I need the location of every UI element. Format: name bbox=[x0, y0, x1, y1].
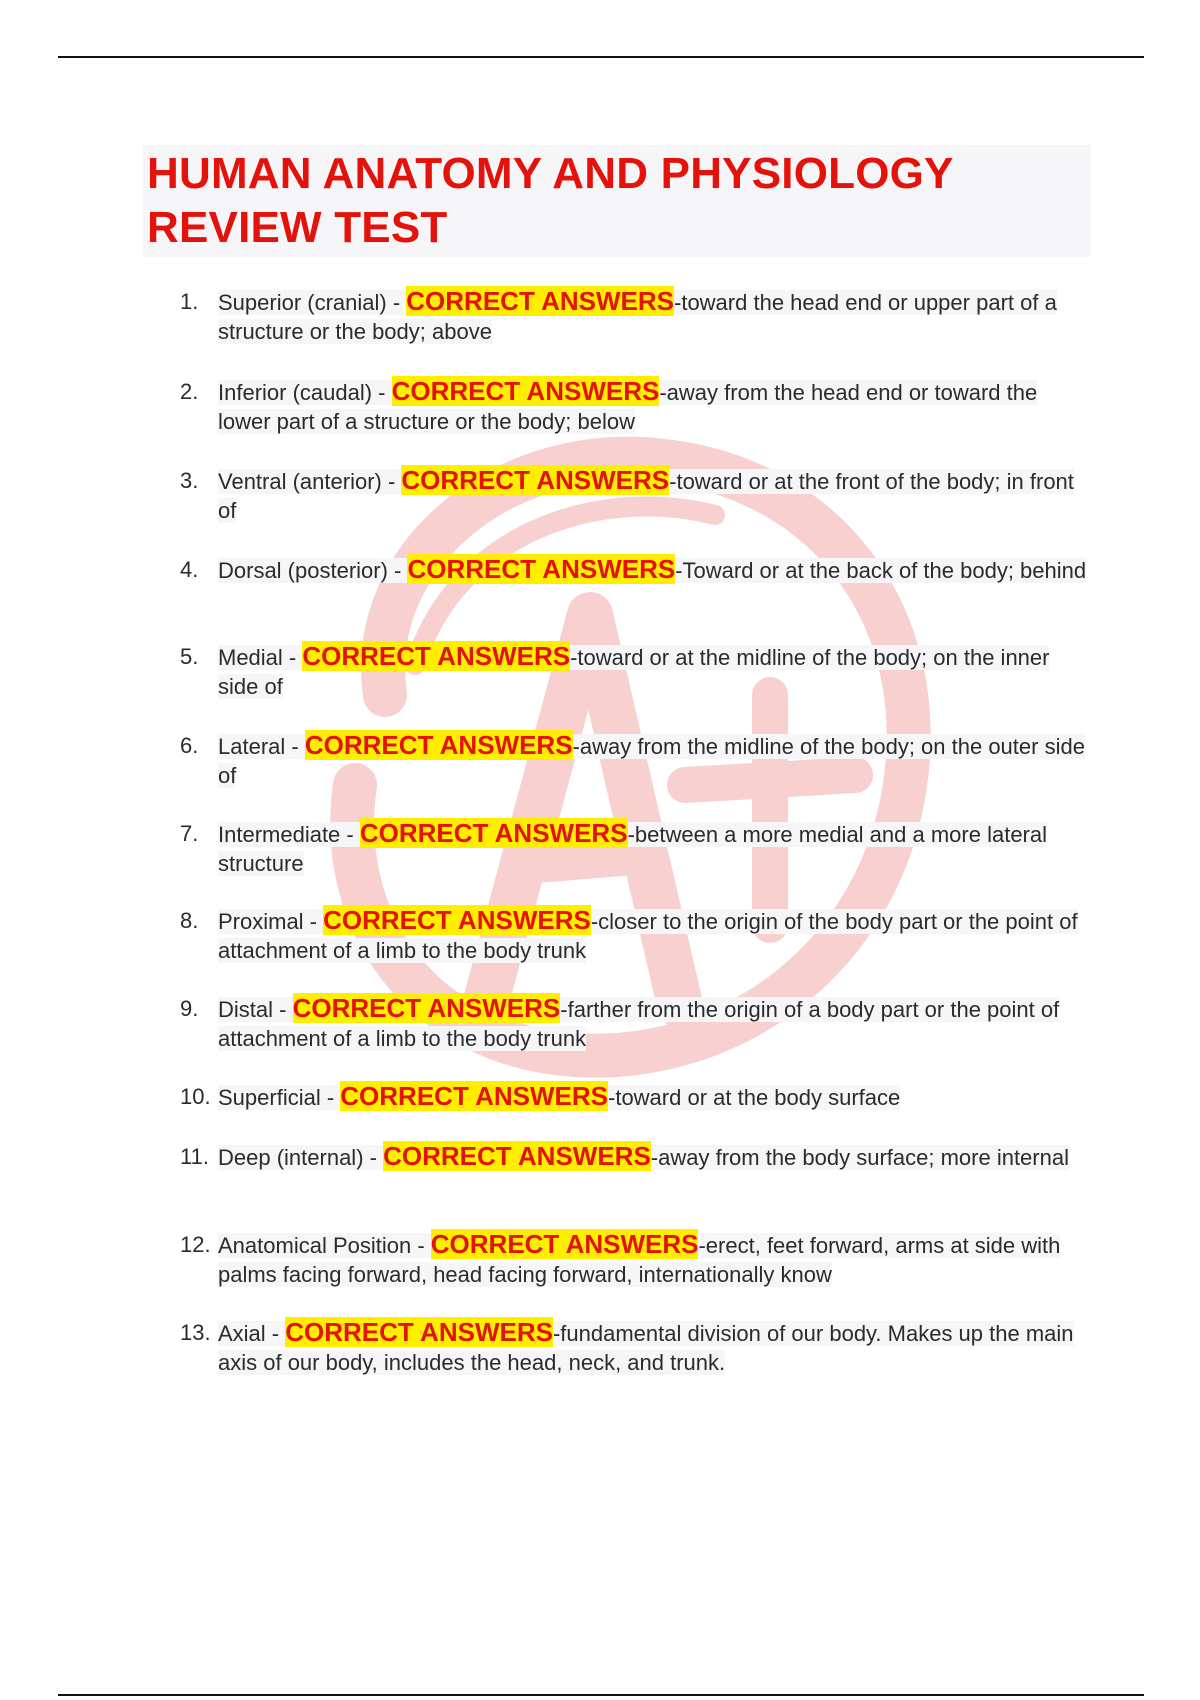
item-definition: -farther from the origin of a body part or the point of attachment of a limb to the body trunk bbox=[218, 997, 1060, 1051]
item-number: 5. bbox=[180, 644, 199, 669]
item-number: 4. bbox=[180, 557, 199, 582]
item-definition: -away from the head end or toward the lower part of a structure or the body; below bbox=[218, 380, 1038, 434]
item-term: Superficial - bbox=[218, 1085, 341, 1110]
item-definition: -Toward or at the back of the body; behind bbox=[675, 558, 1087, 583]
item-term: Intermediate - bbox=[218, 822, 360, 847]
item-definition: -toward or at the front of the body; in front of bbox=[218, 469, 1074, 523]
item-term: Distal - bbox=[218, 997, 293, 1022]
item-term: Medial - bbox=[218, 645, 303, 670]
item-text bbox=[218, 555, 1088, 585]
item-number: 12. bbox=[180, 1232, 211, 1257]
item-term: Lateral - bbox=[218, 734, 305, 759]
item-definition: -between a more medial and a more lateral structure bbox=[218, 822, 1048, 876]
item-text bbox=[218, 819, 1088, 878]
item-number: 6. bbox=[180, 733, 199, 758]
item-definition: -erect, feet forward, arms at side with palms facing forward, head facing forward, internationally know bbox=[218, 1233, 1061, 1287]
item-definition: -toward or at the body surface bbox=[608, 1085, 901, 1110]
document-title: HUMAN ANATOMY AND PHYSIOLOGY REVIEW TEST bbox=[147, 149, 953, 252]
correct-answers-highlight: CORRECT ANSWERS bbox=[407, 554, 676, 584]
item-definition: -away from the body surface; more internal bbox=[650, 1145, 1069, 1170]
item-text bbox=[218, 731, 1088, 790]
item-text bbox=[218, 377, 1088, 436]
item-definition: -away from the midline of the body; on the outer side of bbox=[218, 734, 1085, 788]
item-term: Superior (cranial) - bbox=[218, 290, 407, 315]
item-text bbox=[218, 994, 1088, 1053]
item-number: 11. bbox=[180, 1144, 209, 1169]
correct-answers-highlight: CORRECT ANSWERS bbox=[302, 641, 571, 671]
correct-answers-highlight: CORRECT ANSWERS bbox=[401, 465, 670, 495]
page-top-rule bbox=[58, 56, 1144, 58]
item-text bbox=[218, 1082, 1088, 1112]
item-text bbox=[218, 466, 1088, 525]
correct-answers-highlight: CORRECT ANSWERS bbox=[359, 818, 628, 848]
page-bottom-rule bbox=[58, 1694, 1144, 1696]
correct-answers-highlight: CORRECT ANSWERS bbox=[406, 286, 674, 316]
item-term: Axial - bbox=[218, 1321, 286, 1346]
item-text bbox=[218, 642, 1088, 701]
item-text bbox=[218, 1318, 1088, 1377]
item-term: Proximal - bbox=[218, 909, 324, 934]
item-number: 8. bbox=[180, 908, 199, 933]
item-number: 1. bbox=[180, 289, 199, 314]
correct-answers-highlight: CORRECT ANSWERS bbox=[383, 1141, 651, 1171]
item-definition: -fundamental division of our body. Makes up the main axis of our body, includes the head, neck, and trunk. bbox=[218, 1321, 1074, 1375]
item-text bbox=[218, 1230, 1088, 1289]
item-text bbox=[218, 906, 1088, 965]
item-term: Deep (internal) - bbox=[218, 1145, 384, 1170]
item-definition: -toward or at the midline of the body; on the inner side of bbox=[218, 645, 1050, 699]
title-banner bbox=[143, 145, 1091, 257]
item-term: Anatomical Position - bbox=[218, 1233, 431, 1258]
item-number: 3. bbox=[180, 468, 199, 493]
correct-answers-highlight: CORRECT ANSWERS bbox=[323, 905, 591, 935]
item-number: 2. bbox=[180, 379, 199, 404]
item-number: 9. bbox=[180, 996, 199, 1021]
item-text bbox=[218, 287, 1088, 346]
item-definition: -closer to the origin of the body part or the point of attachment of a limb to the body trunk bbox=[218, 909, 1078, 963]
correct-answers-highlight: CORRECT ANSWERS bbox=[340, 1081, 608, 1111]
item-number: 13. bbox=[180, 1320, 211, 1345]
correct-answers-highlight: CORRECT ANSWERS bbox=[292, 993, 561, 1023]
item-term: Dorsal (posterior) - bbox=[218, 558, 408, 583]
item-term: Inferior (caudal) - bbox=[218, 380, 392, 405]
item-term: Ventral (anterior) - bbox=[218, 469, 402, 494]
item-number: 10. bbox=[180, 1084, 211, 1109]
correct-answers-highlight: CORRECT ANSWERS bbox=[391, 376, 660, 406]
item-text bbox=[218, 1142, 1088, 1172]
correct-answers-highlight: CORRECT ANSWERS bbox=[285, 1317, 553, 1347]
item-definition: -toward the head end or upper part of a structure or the body; above bbox=[218, 290, 1057, 344]
correct-answers-highlight: CORRECT ANSWERS bbox=[304, 730, 573, 760]
correct-answers-highlight: CORRECT ANSWERS bbox=[430, 1229, 699, 1259]
item-number: 7. bbox=[180, 821, 199, 846]
